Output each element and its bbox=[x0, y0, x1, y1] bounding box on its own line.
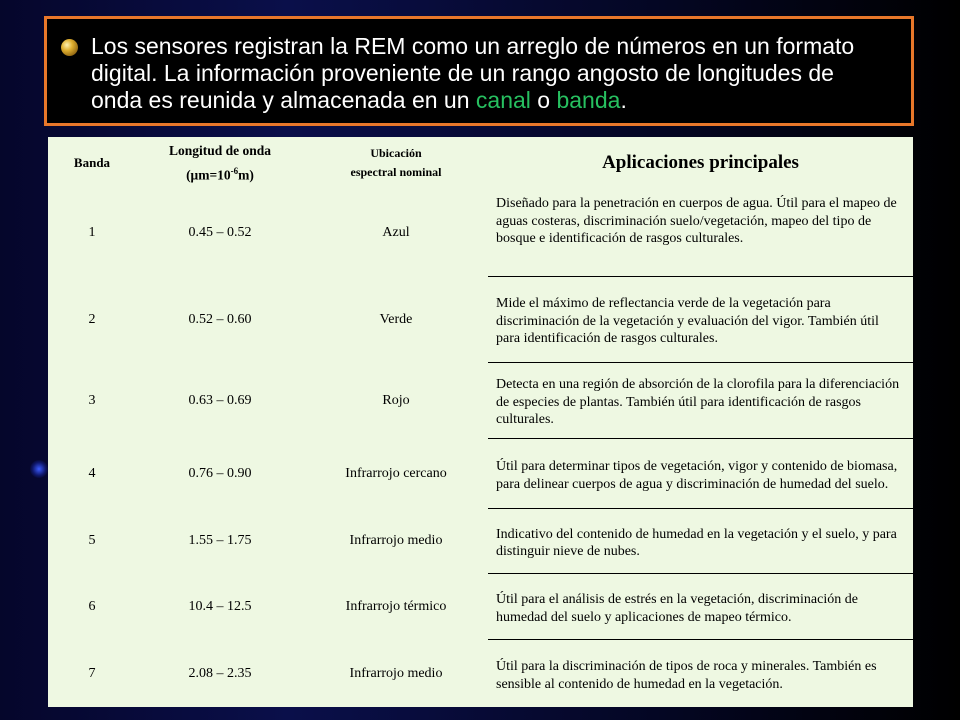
title-connector: o bbox=[537, 87, 551, 113]
cell-ubicacion: Infrarrojo térmico bbox=[345, 598, 447, 614]
cell-banda: 6 bbox=[88, 598, 96, 614]
cell-aplicacion: Útil para el análisis de estrés en la vegetación, discriminación de humedad del suelo y aplicaciones de mapeo térmico. bbox=[496, 592, 858, 625]
bullet-icon bbox=[61, 39, 78, 56]
decorative-glow-dot bbox=[30, 460, 48, 478]
header-ubicacion-line2: espectral nominal bbox=[350, 165, 442, 179]
bands-table bbox=[48, 137, 913, 707]
table-row bbox=[48, 277, 913, 362]
cell-banda: 1 bbox=[88, 225, 96, 240]
cell-longitud: 0.45 – 0.52 bbox=[188, 225, 252, 240]
header-longitud-line2: $(\mu m=10^{-6}m)$ bbox=[186, 166, 254, 183]
header-aplicaciones: Aplicaciones principales bbox=[602, 152, 799, 173]
cell-longitud: 0.52 – 0.60 bbox=[188, 311, 252, 327]
title-box bbox=[44, 16, 914, 126]
title-text bbox=[91, 33, 891, 114]
header-ubicacion-line1: Ubicación bbox=[370, 146, 422, 160]
table-row bbox=[48, 509, 913, 573]
title-main: Los sensores registran la REM como un arreglo de números en un formato digital. La información proveniente de un rango angosto de longitudes de onda es reunida y almacenada en un bbox=[91, 33, 855, 113]
cell-ubicacion: Infrarrojo medio bbox=[349, 665, 443, 681]
cell-banda: 3 bbox=[88, 392, 96, 408]
keyword-canal: canal bbox=[475, 87, 531, 113]
table-row bbox=[48, 189, 913, 277]
cell-ubicacion: Rojo bbox=[382, 392, 410, 408]
cell-ubicacion: Azul bbox=[382, 225, 410, 240]
keyword-banda: banda bbox=[556, 87, 621, 113]
header-longitud bbox=[136, 137, 304, 189]
cell-aplicacion: Útil para la discriminación de tipos de roca y minerales. También es sensible al contenido de humedad en la vegetación. bbox=[496, 659, 877, 692]
header-ubicacion bbox=[304, 137, 488, 189]
cell-aplicacion: Detecta en una región de absorción de la clorofila para la diferenciación de especies de plantas. También útil para identificación de rasgos culturales. bbox=[496, 377, 900, 428]
cell-banda: 5 bbox=[88, 533, 96, 548]
cell-ubicacion: Infrarrojo medio bbox=[349, 533, 443, 548]
cell-ubicacion: Verde bbox=[379, 311, 413, 327]
cell-aplicacion: Diseñado para la penetración en cuerpos de agua. Útil para el mapeo de aguas costeras, discriminación suelo/vegetación, mapeo del tipo de bosque e identificación de rasgos culturales. bbox=[496, 196, 897, 246]
cell-banda: 2 bbox=[88, 311, 96, 327]
cell-banda: 4 bbox=[88, 465, 96, 481]
table-row bbox=[48, 640, 913, 707]
header-longitud-line1: Longitud de onda bbox=[168, 143, 272, 159]
cell-longitud: 0.63 – 0.69 bbox=[188, 392, 252, 408]
cell-banda: 7 bbox=[88, 665, 96, 681]
cell-aplicacion: Indicativo del contenido de humedad en la vegetación y el suelo, y para distinguir nieve de nubes. bbox=[496, 526, 897, 559]
table-row bbox=[48, 574, 913, 639]
header-banda: Banda bbox=[73, 155, 111, 170]
cell-longitud: 0.76 – 0.90 bbox=[188, 465, 252, 481]
cell-longitud: 2.08 – 2.35 bbox=[188, 665, 252, 681]
cell-aplicacion: Útil para determinar tipos de vegetación, vigor y contenido de biomasa, para delinear cuerpos de agua y discriminación de humedad del suelo. bbox=[496, 459, 898, 492]
table-row bbox=[48, 439, 913, 508]
table-row bbox=[48, 363, 913, 438]
cell-aplicacion: Mide el máximo de reflectancia verde de la vegetación para discriminación de la vegetación y evaluación del vigor. También útil para identificación de rasgos culturales. bbox=[496, 296, 879, 347]
cell-ubicacion: Infrarrojo cercano bbox=[345, 465, 447, 481]
title-end: . bbox=[620, 87, 627, 113]
cell-longitud: 1.55 – 1.75 bbox=[188, 533, 252, 548]
cell-longitud: 10.4 – 12.5 bbox=[188, 598, 252, 614]
